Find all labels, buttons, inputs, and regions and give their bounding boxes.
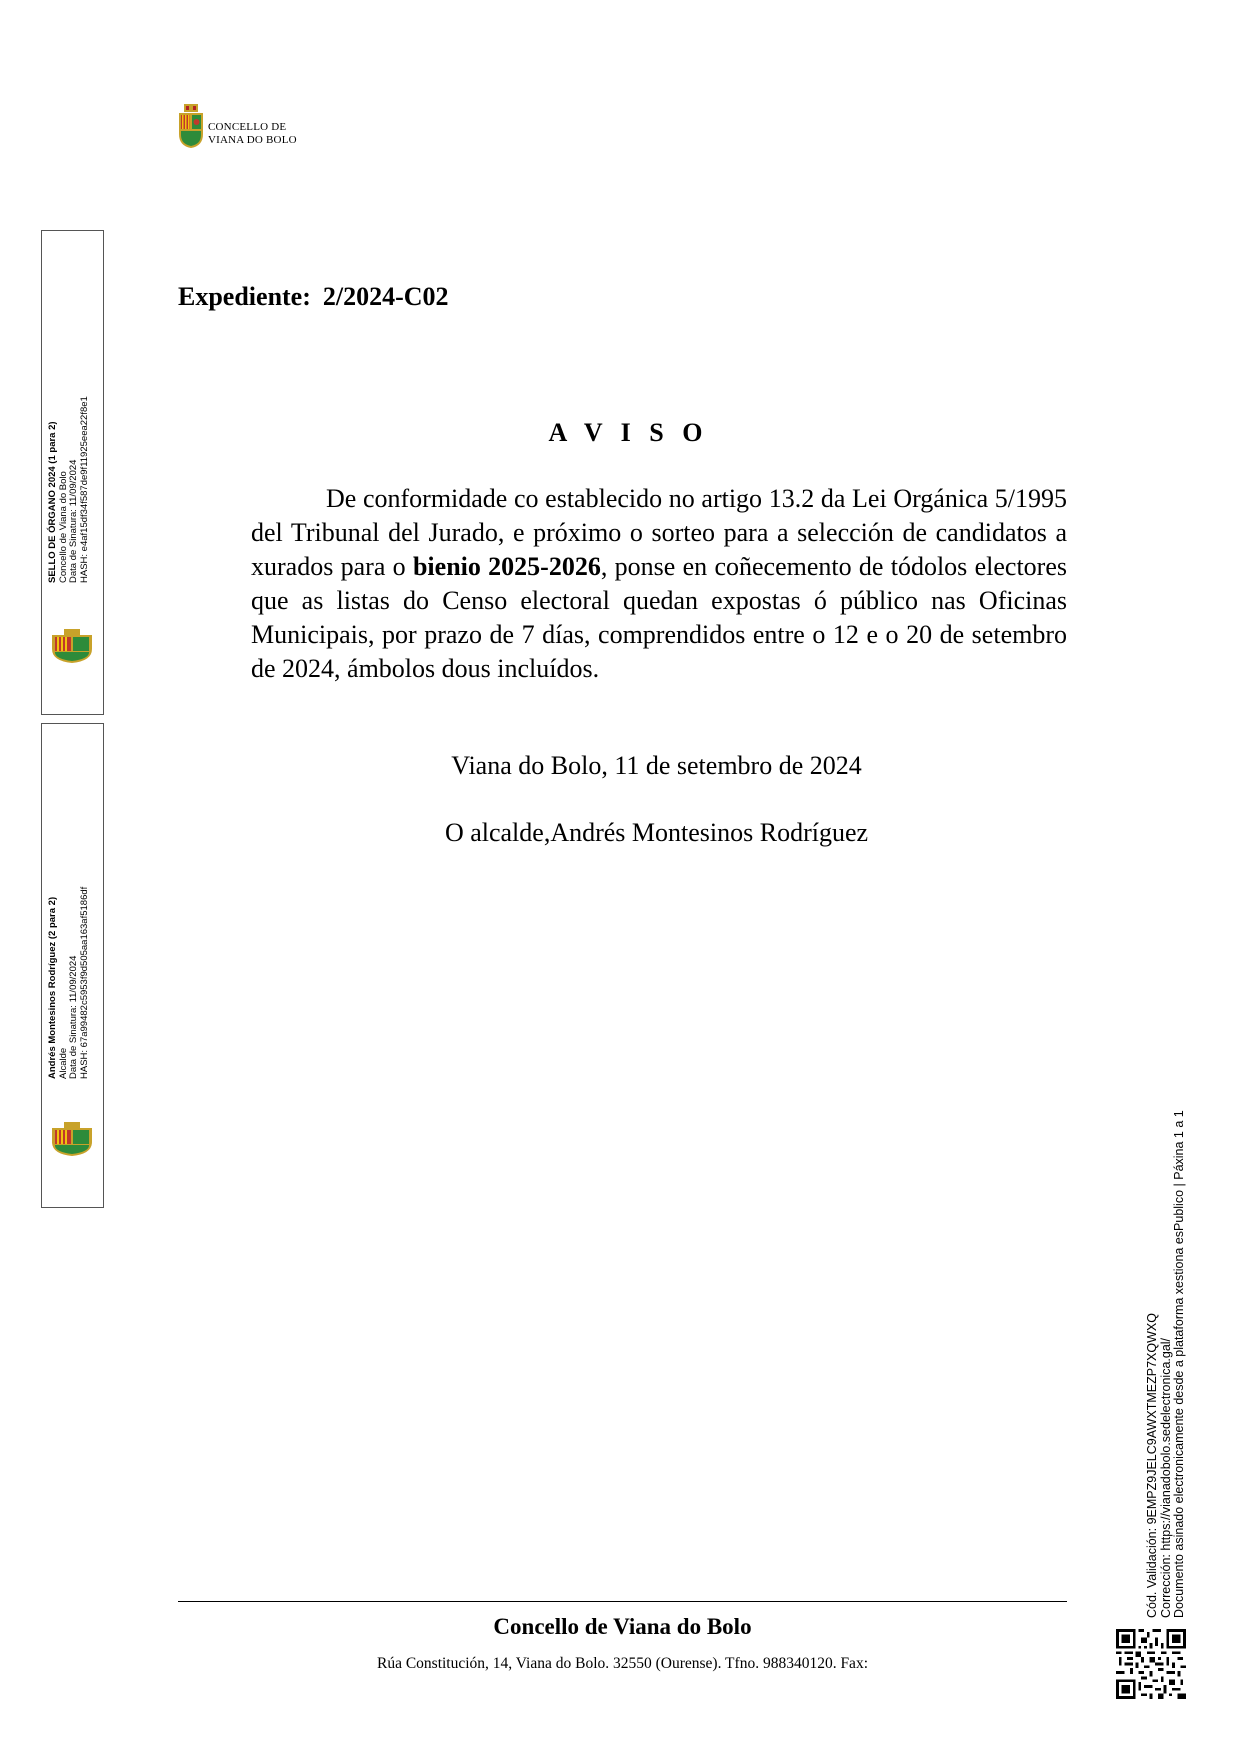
verification-url[interactable]: Corrección: https://vianadobolo.sedelectronica.gal/ bbox=[1158, 1337, 1173, 1618]
coat-of-arms-icon bbox=[178, 104, 204, 148]
verification-text: Cód. Validación: 9EMPZ9JELC9AWXTMEZP7XQWXQ Corrección: https://vianadobolo.sedelectronica.gal/ Documento asinado electronicamente desde a plataforma xestiona esPublico | Páxina 1 a 1 bbox=[1145, 1110, 1186, 1618]
signer: O alcalde,Andrés Montesinos Rodríguez bbox=[444, 818, 869, 847]
notice-title: A V I S O bbox=[548, 418, 709, 447]
signature-stamp-2 bbox=[41, 723, 104, 1208]
signature-text-2: Andrés Montesinos Rodríguez (2 para 2) Alcalde Data de Sinatura: 11/09/2024 HASH: 67a99482c5953f9d505aa163af5186df bbox=[47, 886, 90, 1079]
footer-address: Rúa Constitución, 14, Viana do Bolo. 32550 (Ourense). Tfno. 988340120. Fax: bbox=[376, 1655, 868, 1672]
seal-icon bbox=[48, 1122, 96, 1156]
logo-text: CONCELLO DE VIANA DO BOLO bbox=[208, 121, 297, 146]
seal-icon bbox=[48, 629, 96, 663]
notice-body: De conformidade co establecido no artigo 13.2 da Lei Orgánica 5/1995 del Tribunal del Jurado, e próximo o sorteo para a selección de candidatos a xurados para o bienio 2025-2026, ponse en coñecemento de tódolos electores que as listas do Censo electoral quedan expostas ó público nas Oficinas Municipais, por prazo de 7 días, comprendidos entre o 12 e o 20 de setembro de 2024, ámbolos dous incluídos. bbox=[251, 484, 1067, 683]
footer-organization: Concello de Viana do Bolo bbox=[493, 1614, 752, 1639]
municipality-logo bbox=[178, 104, 328, 152]
footer-divider bbox=[178, 1601, 1067, 1602]
qr-code-icon bbox=[1116, 1629, 1186, 1699]
signature-text-1: SELLO DE ÓRGANO 2024 (1 para 2) Concello de Viana do Bolo Data de Sinatura: 11/09/2024 HASH: e4af15df34f587de9f11925eea22f8e1 bbox=[47, 396, 90, 583]
place-date: Viana do Bolo, 11 de setembro de 2024 bbox=[451, 751, 862, 780]
case-number: Expediente: 2/2024-C02 bbox=[178, 282, 449, 311]
signature-stamp-1 bbox=[41, 230, 104, 715]
